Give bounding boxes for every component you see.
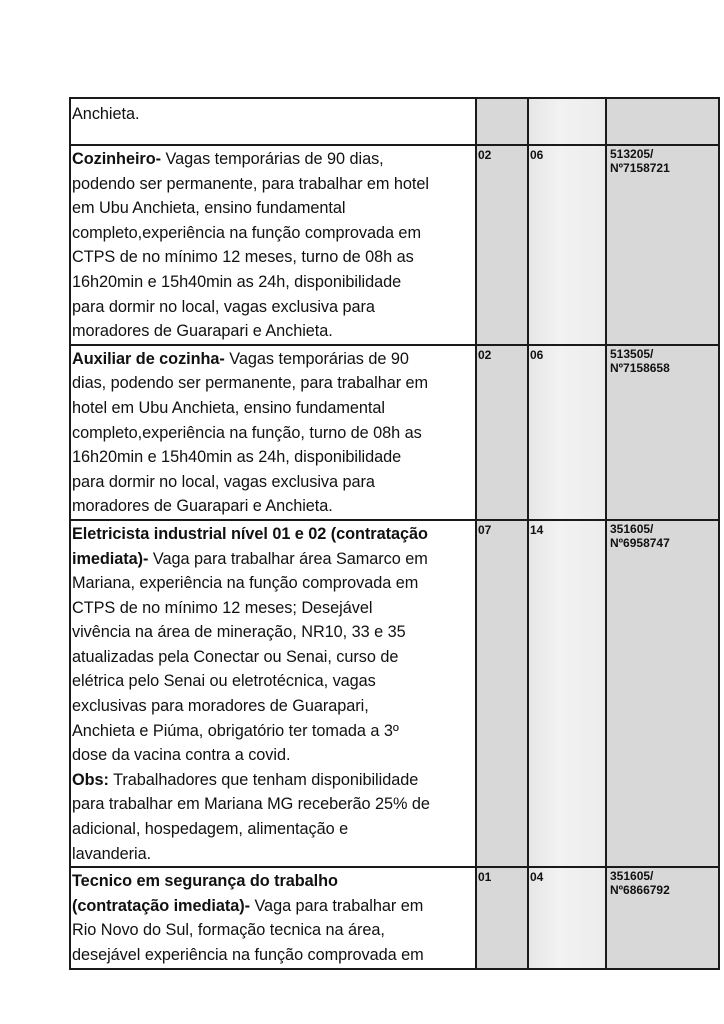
description-line [72,792,475,817]
description-line [72,295,475,320]
description-text: completo,experiência na função comprovada em [72,223,421,242]
description-text: 16h20min e 15h40min as 24h, disponibilidade [72,272,402,291]
description-line [72,445,475,470]
description-line [72,743,475,768]
description-text: podendo ser permanente, para trabalhar em hotel [72,174,429,193]
description-cell [70,520,476,867]
quantity-cell [476,520,528,867]
description-text: para dormir no local, vagas exclusiva para [72,297,375,316]
description-text: para dormir no local, vagas exclusiva para [72,472,375,491]
table-row [70,520,719,867]
description-line [72,371,475,396]
total-cell [528,98,606,145]
description-line [72,869,475,894]
description-text: elétrica pelo Senai ou eletrotécnica, vagas [72,672,376,691]
description-text: dias, podendo ser permanente, para trabalhar em [72,374,429,393]
code-cell [606,98,719,145]
description-text: em Ubu Anchieta, ensino fundamental [72,199,346,218]
total-value: 06 [530,347,544,362]
description-line [72,669,475,694]
description-line [72,571,475,596]
description-text: Vaga para trabalhar área Samarco em [148,549,428,568]
description-text: Trabalhadores que tenham disponibilidade [108,770,419,789]
total-cell [528,520,606,867]
description-line [72,943,475,968]
job-vacancies-table [69,97,720,970]
description-line [72,494,475,519]
job-description [71,346,475,519]
vacancy-number: Nº6958747 [610,535,670,550]
description-text: Vaga para trabalhar em [249,896,424,915]
description-text: Rio Novo do Sul, formação tecnica na área, [72,921,385,940]
code-cell [606,345,719,520]
description-text: Vagas temporárias de 90 dias, [161,150,384,168]
description-line [72,470,475,495]
job-title-text: Auxiliar de cozinha- [72,349,225,368]
description-text: Anchieta. [72,105,140,123]
description-text: hotel em Ubu Anchieta, ensino fundamental [72,398,385,417]
job-title-text: imediata)- [72,549,149,568]
code-cell [606,145,719,345]
total-cell [528,145,606,345]
total-value: 14 [530,522,544,537]
description-line [72,522,475,547]
description-line [72,172,475,197]
description-line [72,620,475,645]
description-cell [70,145,476,345]
description-line [72,196,475,221]
description-text: para trabalhar em Mariana MG receberão 25% de [72,795,430,814]
job-title-text: Tecnico em segurança do trabalho [72,872,338,891]
job-title-text: Obs: [72,770,109,789]
total-value: 06 [530,148,544,162]
description-line [72,547,475,572]
description-line [72,421,475,446]
table-row [70,98,719,145]
description-text: CTPS de no mínimo 12 meses; Desejável [72,598,373,617]
description-line [72,319,475,344]
description-text: exclusivas para moradores de Guarapari, [72,697,369,716]
description-line [72,270,475,295]
description-cell [70,867,476,968]
vacancy-number: Nº7158721 [610,161,670,175]
table-row [70,145,719,345]
job-description [71,146,475,344]
description-line [72,894,475,919]
job-description [71,99,475,127]
cbo-code: 351605/ [610,869,654,884]
job-title-text: Cozinheiro- [72,150,161,168]
total-cell [528,345,606,520]
total-value [529,99,605,101]
quantity-value: 01 [478,870,492,885]
quantity-cell [476,345,528,520]
cbo-code: 513205/ [610,147,654,161]
code-cell [606,867,719,968]
description-text: completo,experiência na função, turno de 08h as [72,423,422,442]
job-description [71,521,475,866]
vacancy-number: Nº6866792 [610,883,670,898]
description-text: vivência na área de mineração, NR10, 33 e 35 [72,623,406,642]
description-text: moradores de Guarapari e Anchieta. [72,497,333,516]
description-text: 16h20min e 15h40min as 24h, disponibilidade [72,448,402,467]
quantity-cell [476,867,528,968]
description-line [72,645,475,670]
description-line [72,842,475,867]
quantity-value: 07 [478,522,492,537]
quantity-cell [476,145,528,345]
description-text: dose da vacina contra a covid. [72,746,291,765]
description-text: Vagas temporárias de 90 [224,349,409,368]
description-cell [70,345,476,520]
job-title-text: (contratação imediata)- [72,896,250,915]
job-title-text: Eletricista industrial nível 01 e 02 (contratação [72,524,428,543]
description-text: adicional, hospedagem, alimentação e [72,820,349,839]
description-line [72,347,475,372]
code-cell [606,520,719,867]
description-line [72,817,475,842]
quantity-value: 02 [478,148,492,162]
cbo-code: 351605/ [610,521,654,536]
description-text: CTPS de no mínimo 12 meses, turno de 08h as [72,248,414,267]
description-line [72,221,475,246]
description-text: moradores de Guarapari e Anchieta. [72,322,333,341]
description-line [72,245,475,270]
quantity-value [477,99,527,101]
description-text: Anchieta e Piúma, obrigatório ter tomada a 3º [72,721,399,740]
quantity-value: 02 [478,347,492,362]
description-text: desejável experiência na função comprovada em [72,946,424,964]
total-cell [528,867,606,968]
quantity-cell [476,98,528,145]
cbo-code: 513505/ [610,346,654,361]
description-line [72,102,475,127]
description-cell [70,98,476,145]
description-text: Mariana, experiência na função comprovada em [72,574,419,593]
description-line [72,768,475,793]
description-line [72,719,475,744]
description-text: lavanderia. [72,844,152,863]
table-row [70,867,719,968]
description-text: atualizadas pela Conectar ou Senai, curso de [72,647,399,666]
description-line [72,596,475,621]
table-row [70,345,719,520]
description-line [72,396,475,421]
job-description [71,868,475,967]
description-line [72,694,475,719]
vacancy-number: Nº7158658 [610,360,670,375]
description-line [72,918,475,943]
description-line [72,147,475,172]
total-value: 04 [530,870,544,885]
